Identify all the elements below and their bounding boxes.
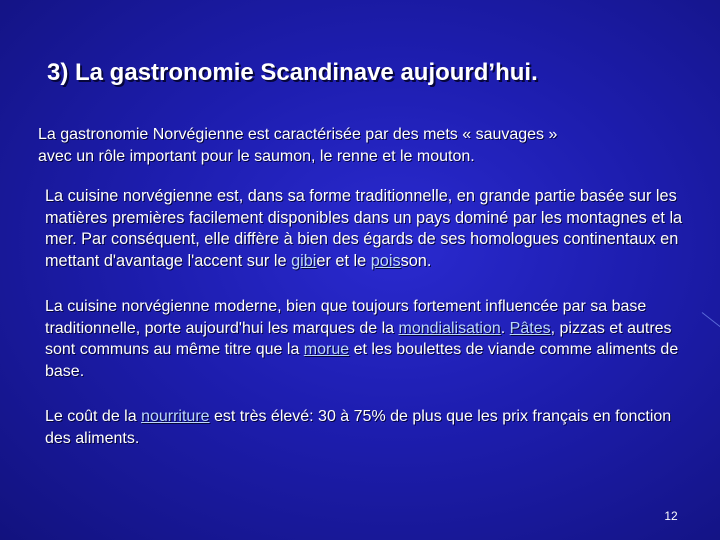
slide-title: 3) La gastronomie Scandinave aujourd’hui. [47,59,538,86]
paragraph-text: et les boulettes de viande comme aliments de base. [45,341,679,380]
paragraph-intro-line-2: avec un rôle important pour le saumon, le renne et le mouton. [38,147,475,165]
link-nourriture[interactable]: nourriture [141,408,210,425]
link-poisson[interactable]: pois [370,251,401,270]
paragraph-intro-line-1: La gastronomie Norvégienne est caractérisée par des mets « sauvages » [38,126,558,143]
paragraph-text: est très élevé: 30 à 75% de plus que les prix français en fonction des aliments. [45,408,672,447]
paragraph-text: Le coût de la [45,408,142,425]
paragraph-text: son. [400,251,432,270]
paragraph-text: La cuisine norvégienne moderne, bien que toujours fortement influencée par sa base traditionnelle, porte aujourd'hui les marques de la [45,298,647,337]
decorative-line [702,312,720,329]
link-mondialisation[interactable]: mondialisation [398,319,501,337]
paragraph-text: La cuisine norvégienne est, dans sa forme traditionnelle, en grande partie basée sur les matières premières facilement disponibles dans un pays dominé par les montagnes et la mer. Par conséquent, elle diffère à bien des égards de ses homologues continentaux en mettant d'avantage l'accent sur le [45,187,683,270]
paragraph-food-cost [45,406,695,449]
paragraph-text: er et le [316,251,371,270]
paragraph-text: , pizzas et autres sont communs au même titre que la [45,319,672,358]
paragraph-traditional-cuisine [45,186,715,272]
link-gibier[interactable]: gibi [291,251,317,270]
link-morue[interactable]: morue [303,341,350,358]
page-number: 12 [664,509,678,523]
paragraph-text: . [500,319,510,337]
paragraph-modern-cuisine [45,296,685,382]
paragraph-intro [38,124,678,167]
link-pates[interactable]: Pâtes [509,319,551,337]
